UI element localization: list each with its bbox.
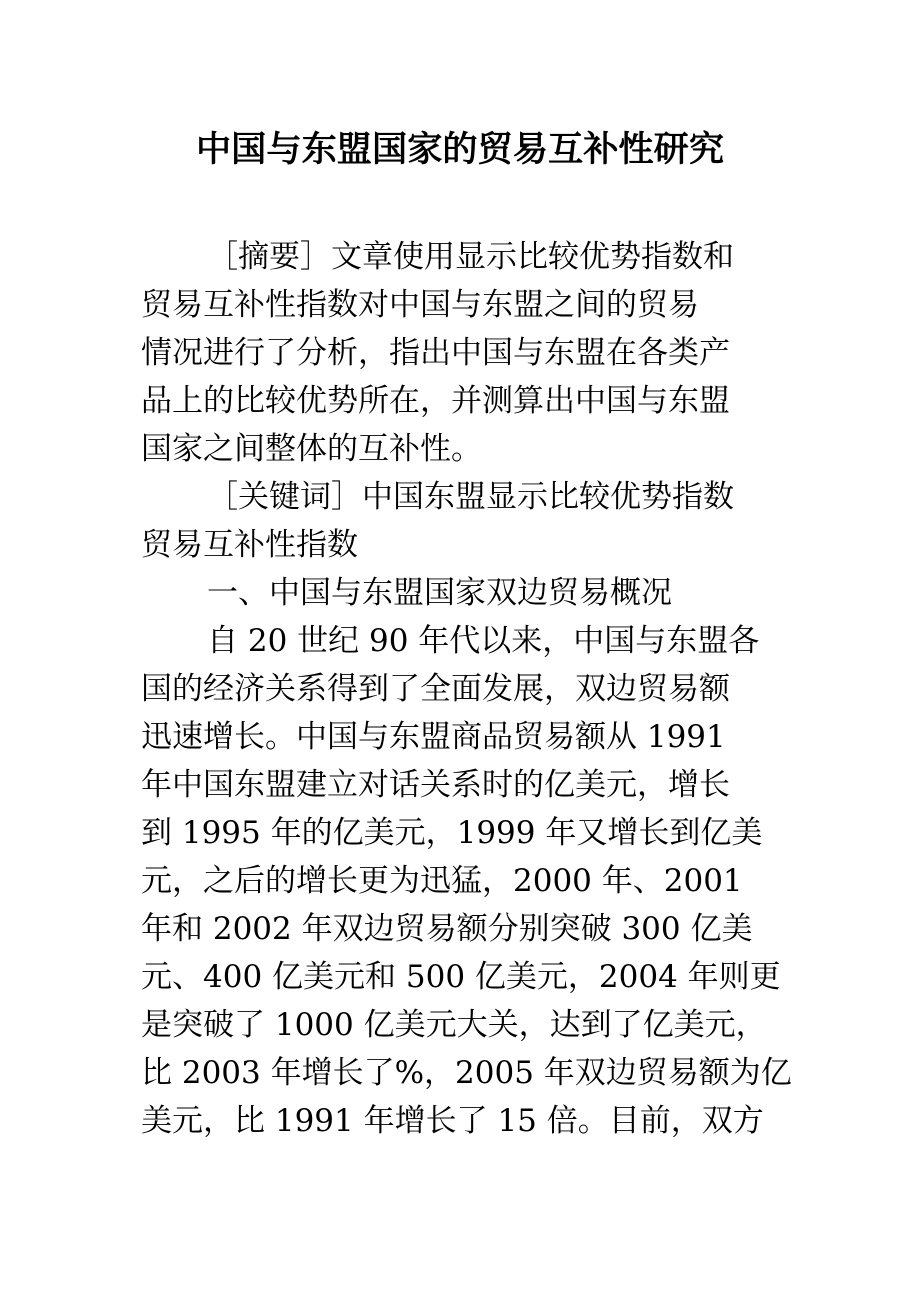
body-line-11: 美元，比 1991 年增长了 15 倍。目前，双方 [141, 1103, 764, 1139]
keywords-line-2: 贸易互补性指数 [141, 527, 358, 563]
body-line-7: 年和 2002 年双边贸易额分别突破 300 亿美 [141, 911, 753, 947]
abstract-line-4: 品上的比较优势所在，并测算出中国与东盟 [141, 383, 730, 419]
section-heading: 一、中国与东盟国家双边贸易概况 [207, 575, 672, 611]
body-line-8: 元、400 亿美元和 500 亿美元，2004 年则更 [141, 959, 781, 995]
body-line-4: 年中国东盟建立对话关系时的亿美元，增长 [141, 767, 730, 803]
keywords-line-1: ［关键词］中国东盟显示比较优势指数 [207, 479, 734, 515]
body-line-2: 国的经济关系得到了全面发展，双边贸易额 [141, 671, 730, 707]
body-line-5: 到 1995 年的亿美元，1999 年又增长到亿美 [141, 815, 763, 851]
body-line-10: 比 2003 年增长了%，2005 年双边贸易额为亿 [141, 1055, 792, 1091]
body-line-6: 元，之后的增长更为迅猛，2000 年、2001 [141, 863, 743, 899]
body-line-9: 是突破了 1000 亿美元大关，达到了亿美元， [141, 1007, 767, 1043]
body-line-3: 迅速增长。中国与东盟商品贸易额从 1991 [141, 719, 726, 755]
document-title: 中国与东盟国家的贸易互补性研究 [195, 129, 725, 170]
abstract-line-2: 贸易互补性指数对中国与东盟之间的贸易 [141, 287, 699, 323]
abstract-line-3: 情况进行了分析，指出中国与东盟在各类产 [141, 335, 730, 371]
abstract-line-5: 国家之间整体的互补性。 [141, 431, 482, 467]
body-line-1: 自 20 世纪 90 年代以来，中国与东盟各 [207, 623, 760, 659]
abstract-line-1: ［摘要］文章使用显示比较优势指数和 [207, 239, 734, 275]
